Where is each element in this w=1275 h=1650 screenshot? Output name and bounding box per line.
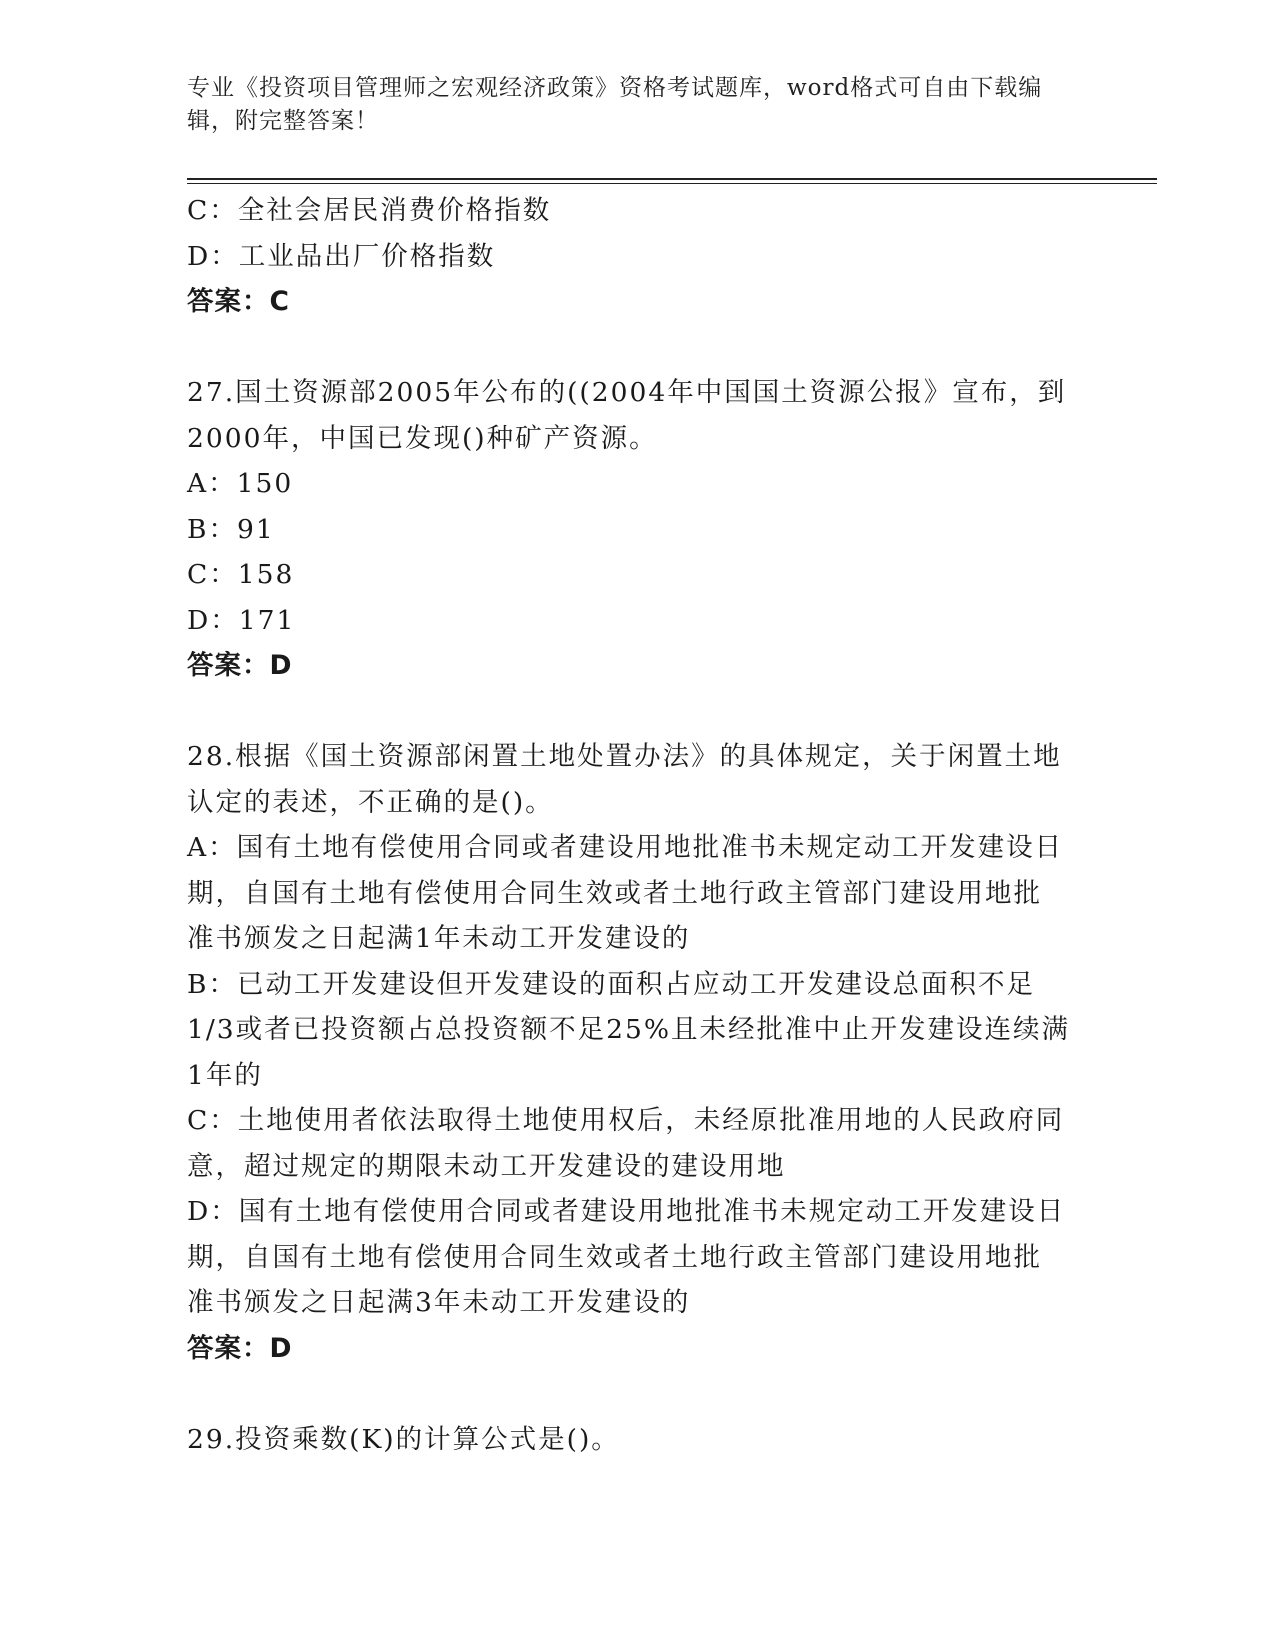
option-d: 期，自国有土地有偿使用合同生效或者土地行政主管部门建设用地批	[187, 1241, 1042, 1273]
option-d: 准书颁发之日起满3年未动工开发建设的	[187, 1287, 691, 1318]
question-28	[187, 734, 1077, 1371]
option-d: D：171	[187, 604, 296, 636]
option-c: C：土地使用者依法取得土地使用权后，未经原批准用地的人民政府同	[187, 1105, 1065, 1136]
question-27	[187, 370, 1077, 689]
option-a: 准书颁发之日起满1年未动工开发建设的	[187, 923, 691, 954]
question-stem: 27.国土资源部2005年公布的((2004年中国国土资源公报》宣布，到	[187, 377, 1067, 408]
header-divider-thick	[187, 178, 1157, 180]
question-stem: 认定的表述，不正确的是()。	[187, 786, 554, 818]
option-b: B：91	[187, 513, 275, 545]
option-d: D：工业品出厂价格指数	[187, 240, 496, 272]
option-c: 意，超过规定的期限未动工开发建设的建设用地	[187, 1150, 786, 1182]
question-stem: 2000年，中国已发现()种矿产资源。	[187, 422, 658, 454]
question-26-tail	[187, 188, 1077, 325]
answer: 答案：C	[187, 286, 290, 317]
option-b: 1/3或者已投资额占总投资额不足25%且未经批准中止开发建设连续满	[187, 1014, 1071, 1045]
question-stem: 28.根据《国土资源部闲置土地处置办法》的具体规定，关于闲置土地	[187, 741, 1062, 772]
answer: 答案：D	[187, 1332, 293, 1364]
question-stem: 29.投资乘数(K)的计算公式是()。	[187, 1423, 620, 1455]
spacer	[187, 689, 1077, 735]
option-a: A：国有土地有偿使用合同或者建设用地批准书未规定动工开发建设日	[187, 832, 1064, 863]
option-c: C：158	[187, 559, 295, 590]
document-header	[187, 72, 1087, 138]
option-d: D：国有土地有偿使用合同或者建设用地批准书未规定动工开发建设日	[187, 1196, 1066, 1227]
spacer	[187, 1371, 1077, 1417]
option-b: B：已动工开发建设但开发建设的面积占应动工开发建设总面积不足	[187, 968, 1035, 1000]
question-29	[187, 1417, 1077, 1463]
answer: 答案：D	[187, 650, 293, 681]
header-line-1: 专业《投资项目管理师之宏观经济政策》资格考试题库，word格式可自由下载编	[187, 75, 1043, 101]
option-c: C：全社会居民消费价格指数	[187, 195, 552, 226]
document-body	[187, 188, 1077, 1462]
option-b: 1年的	[187, 1059, 263, 1091]
option-a: 期，自国有土地有偿使用合同生效或者土地行政主管部门建设用地批	[187, 877, 1042, 909]
header-line-2: 辑，附完整答案！	[187, 108, 379, 134]
header-divider-thin	[187, 183, 1157, 184]
spacer	[187, 325, 1077, 371]
option-a: A：150	[187, 468, 294, 499]
